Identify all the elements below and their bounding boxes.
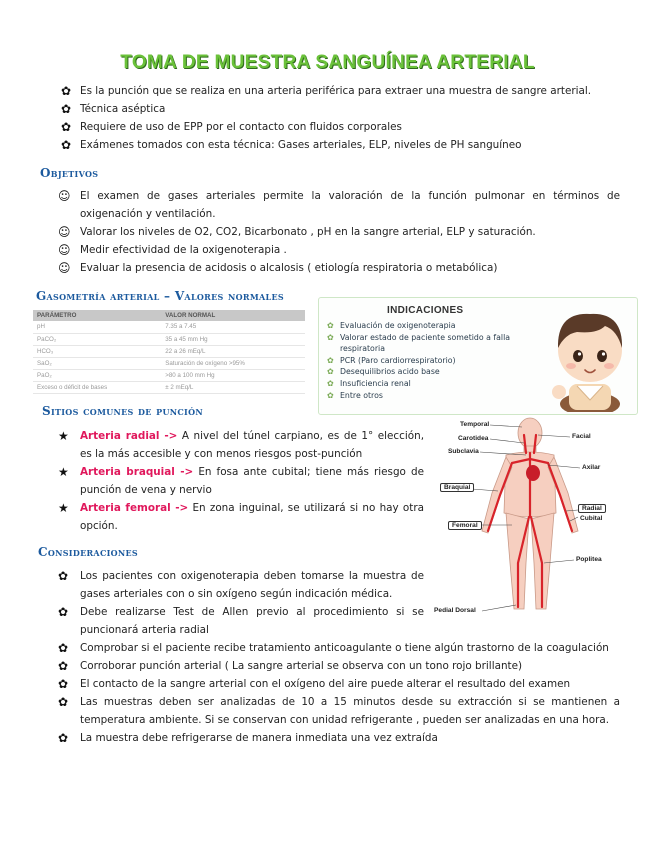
list-item: ✿ Entre otros — [327, 390, 383, 400]
table-row: Exceso o déficit de bases ± 2 mEq/L — [33, 381, 305, 393]
smiley-icon: ☺ — [58, 225, 71, 239]
flower-icon: ✿ — [58, 695, 69, 709]
flower-icon: ✿ — [60, 102, 72, 116]
list-item: ★ Arteria radial -> A nivel del túnel carpiano, es de 1° elección, es la más accesible y con menos riesgos post-punción — [58, 429, 424, 460]
list-item: ✿ PCR (Paro cardiorrespiratorio) — [327, 355, 456, 365]
list-item: ☺ Medir efectividad de la oxigenoterapia . — [58, 243, 287, 257]
flower-icon: ✿ — [60, 84, 72, 98]
consideraciones-heading: Consideraciones — [38, 545, 139, 559]
arteries-diagram — [430, 413, 630, 623]
label-cubital: Cubital — [580, 515, 603, 522]
gasometria-heading: Gasometría arterial – Valores normales — [36, 289, 284, 303]
flower-icon: ✿ — [327, 367, 334, 377]
smiley-icon: ☺ — [58, 243, 71, 257]
list-item: ★ Arteria braquial -> En fosa ante cubital; tiene más riesgo de punción de vena y nervio — [58, 465, 424, 496]
flower-icon: ✿ — [60, 138, 72, 152]
flower-icon: ✿ — [58, 677, 69, 691]
table-row: SaO₂ Saturación de oxígeno >95% — [33, 357, 305, 369]
smiley-icon: ☺ — [58, 261, 71, 275]
gasometria-table — [33, 310, 305, 394]
table-row: PaCO₂ 35 a 45 mm Hg — [33, 333, 305, 345]
star-icon: ★ — [58, 465, 69, 479]
list-item: ✿ Desequilibrios acido base — [327, 367, 440, 377]
label-poplitea: Poplitea — [576, 556, 602, 563]
star-icon: ★ — [58, 429, 69, 443]
list-item: ✿ Los pacientes con oxigenoterapia deben tomarse la muestra de gases arteriales con o sin oxígeno según indicación médica. — [58, 569, 424, 600]
flower-icon: ✿ — [60, 120, 72, 134]
page-title: TOMA DE MUESTRA SANGUÍNEA ARTERIAL — [120, 52, 535, 73]
table-row: PaO₂ >80 a 100 mm Hg — [33, 369, 305, 381]
label-pedial-dorsal: Pedial Dorsal — [434, 607, 476, 614]
list-item: ✿ Debe realizarse Test de Allen previo al procedimiento si se puncionará arteria radial — [58, 605, 424, 636]
label-subclavia: Subclavia — [448, 448, 479, 455]
label-femoral: Femoral — [448, 521, 482, 530]
list-item: ✿ Exámenes tomados con esta técnica: Gases arteriales, ELP, niveles de PH sanguíneo — [58, 136, 623, 154]
table-row: pH 7.35 a 7.45 — [33, 321, 305, 333]
flower-icon: ✿ — [58, 569, 69, 583]
list-item: ✿ Es la punción que se realiza en una arteria periférica para extraer una muestra de sangre arterial. — [58, 82, 623, 100]
flower-icon: ✿ — [327, 378, 334, 388]
intro-list — [58, 82, 623, 154]
list-item: ✿ Evaluación de oxigenoterapia — [327, 321, 456, 330]
column-header: VALOR NORMAL — [161, 310, 305, 321]
label-temporal: Temporal — [460, 421, 490, 428]
list-item: ☺ Valorar los niveles de O2, CO2, Bicarbonato , pH en la sangre arterial, ELP y saturación. — [58, 225, 536, 239]
list-item: ✿ La muestra debe refrigerarse de manera inmediata una vez extraída — [58, 731, 438, 745]
consideraciones-list-a — [58, 567, 424, 639]
flower-icon: ✿ — [327, 332, 334, 342]
flower-icon: ✿ — [327, 390, 334, 400]
column-header: PARÁMETRO — [33, 310, 161, 321]
indicaciones-box — [318, 297, 638, 415]
list-item: ✿ Insuficiencia renal — [327, 378, 411, 388]
smiley-icon: ☺ — [58, 189, 71, 203]
list-item: ✿ Corroborar punción arterial ( La sangre arterial se observa con un tono rojo brillante) — [58, 659, 523, 673]
consideraciones-list-b — [58, 639, 620, 747]
label-axilar: Axilar — [582, 464, 601, 471]
label-braquial: Braquial — [440, 483, 474, 492]
table-header-row — [33, 310, 305, 321]
star-icon: ★ — [58, 501, 69, 515]
list-item: ✿ Técnica aséptica — [58, 100, 623, 118]
objetivos-list — [58, 187, 620, 277]
sitios-heading: Sitios comunes de punción — [42, 404, 203, 418]
sitios-list — [58, 427, 424, 535]
list-item: ✿ Requiere de uso de EPP por el contacto con fluidos corporales — [58, 118, 623, 136]
list-item: ☺ El examen de gases arteriales permite la valoración de la función pulmonar en términos de oxigenación y ventilación. — [58, 189, 620, 220]
flower-icon: ✿ — [58, 641, 69, 655]
indicaciones-title: INDICACIONES — [387, 305, 464, 316]
label-facial: Facial — [572, 433, 591, 440]
cartoon-character-illustration — [547, 304, 633, 412]
flower-icon: ✿ — [58, 605, 69, 619]
list-item: ★ Arteria femoral -> En zona inguinal, se utilizará si no hay otra opción. — [58, 501, 424, 532]
list-item: ✿ Las muestras deben ser analizadas de 10 a 15 minutos desde su extracción si se mantienen a temperatura ambiente. Si se conservan con unidad refrigerante , pueden ser analizadas en una hora. — [58, 695, 620, 726]
indicaciones-list — [327, 320, 535, 401]
table-row: HCO₃ 22 a 26 mEq/L — [33, 345, 305, 357]
flower-icon: ✿ — [327, 355, 334, 365]
flower-icon: ✿ — [58, 731, 69, 745]
list-item: ✿ Comprobar si el paciente recibe tratamiento anticoagulante o tiene algún trastorno de la coagulación — [58, 641, 609, 655]
flower-icon: ✿ — [327, 321, 334, 330]
label-carotidea: Carotidea — [458, 435, 489, 442]
objetivos-heading: Objetivos — [40, 166, 99, 180]
flower-icon: ✿ — [58, 659, 69, 673]
list-item: ☺ Evaluar la presencia de acidosis o alcalosis ( etiología respiratoria o metabólica) — [58, 261, 498, 275]
label-radial: Radial — [578, 504, 606, 513]
list-item: ✿ Valorar estado de paciente sometido a falla respiratoria — [327, 332, 511, 354]
list-item: ✿ El contacto de la sangre arterial con el oxígeno del aire puede alterar el resultado del examen — [58, 677, 571, 691]
